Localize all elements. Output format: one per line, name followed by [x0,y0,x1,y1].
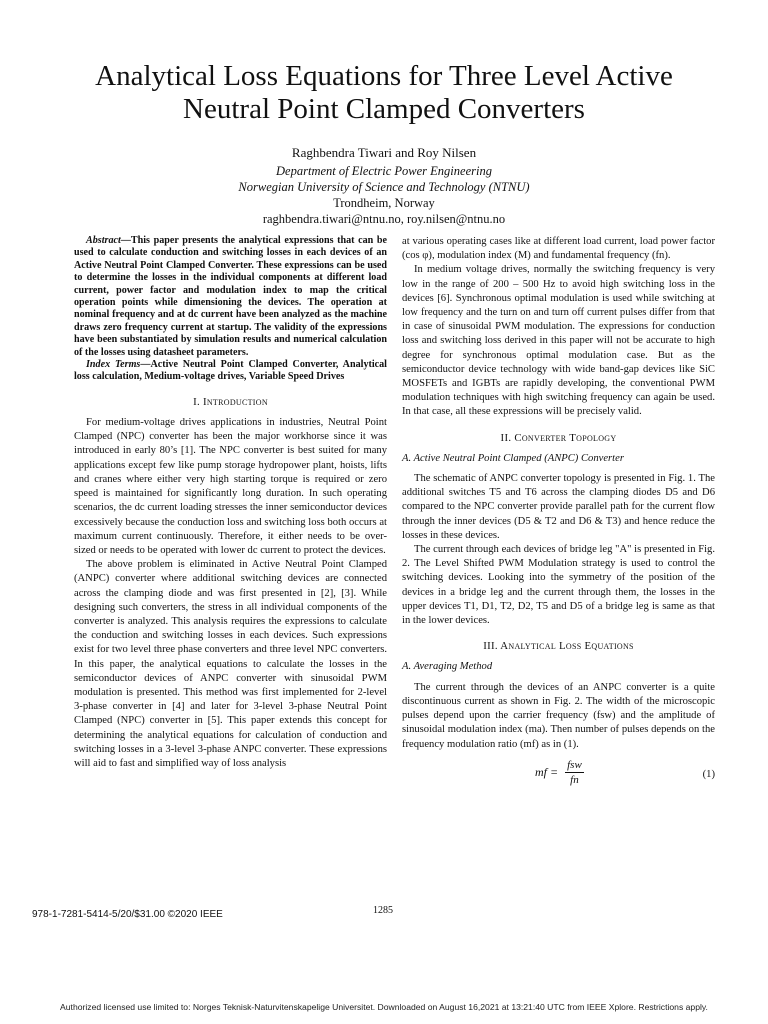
section-heading-analytical-loss: III. Analytical Loss Equations [483,640,634,653]
index-terms-paragraph [74,359,387,384]
section-heading-introduction: I. Introduction [193,395,268,408]
equation-1 [402,758,715,792]
equation-1-denominator: fn [570,773,579,786]
author-location: Trondheim, Norway [333,196,435,210]
index-terms-text: —Active Neutral Point Clamped Converter, Analytical loss calculation, Medium-voltage drives, Variable Speed Drives [74,359,387,383]
subsection-heading-anpc: A. Active Neutral Point Clamped (ANPC) Converter [402,452,624,464]
index-terms-label: Index Terms [86,359,141,371]
footer-page-number: 1285 [373,905,393,916]
left-column [74,235,387,771]
author-block [60,145,708,227]
intro-paragraph-3: In medium voltage drives, normally the switching frequency is very low in the range of 200 – 500 Hz to avoid high switching loss in the devices [6]. Synchronous optimal modulation is used while switching at low frequency and the turn on and turn off current pulses differ from that in case of sinusoidal PWM modulation. The expressions for conduction loss and switching loss derived in this paper will not be accurate to high degree for synchronous optimal modulation case. But as the semiconductor device technology with wide band-gap devices like SiC MOSFETs and IGBTs are rapidly developing, the conventional PWM modulation techniques with high switching frequency can again be used. In that case, all these expressions will be precisely valid. [402,264,715,418]
paper-title-line-1: Analytical Loss Equations for Three Level Active [95,60,673,92]
author-names: Raghbendra Tiwari and Roy Nilsen [291,145,477,160]
equation-1-numerator: fsw [565,758,584,773]
footer-isbn: 978-1-7281-5414-5/20/$31.00 ©2020 IEEE [32,909,223,920]
intro-paragraph-2: The above problem is eliminated in Active Neutral Point Clamped (ANPC) converter where additional switching devices are connected across the clamping diode and was first presented in [2], [3]. While designing such converters, the stress in all individual components of the converter is analyzed. This analysis requires the expressions to calculate the conduction and switching losses in each devices. Such expressions exist for two level three phase converters and three level NPC converters. In this paper, the analytical equations to calculate the losses in the semiconductor devices of ANPC converter with sinusoidal PWM modulation is presented. This method was first implemented for 2-level 3-phase converter in [4] and later for 3-level 3-phase Neutral Point Clamped (NPC) converter in [5]. This paper extends this concept for determining the analytical equations for calculation of conduction and switching losses in a 3-level 3-phase ANPC converter. These expressions will aid to fast and simplified way of loss analysis [74,559,387,769]
equation-1-lhs: mf = [535,765,559,780]
author-emails: raghbendra.tiwari@ntnu.no, roy.nilsen@ntnu.no [262,212,506,226]
topology-paragraph-1: The schematic of ANPC converter topology is presented in Fig. 1. The additional switches T5 and T6 across the clamping diodes D5 and D6 compared to the NPC converter provide parallel path for the current flow through the inner devices (D5 & T2 and D6 & T3) and hence reduce the losses in these devices. [402,473,715,541]
abstract-label: Abstract [86,235,121,246]
subsection-heading-averaging: A. Averaging Method [402,661,493,673]
author-department: Department of Electric Power Engineering [276,164,492,178]
topology-paragraph-2: The current through each devices of bridge leg "A" is presented in Fig. 2. The Level Shifted PWM Modulation strategy is used to control the switching devices. Looking into the symmetry of the position of the devices in a bridge leg and the current through them, the losses in the upper devices T1, D1, T2, D2, T5 and D5 of a bridge leg is same as that in the lower devices. [402,544,715,627]
equation-1-number: (1) [702,768,715,780]
intro-paragraph-1: For medium-voltage drives applications in industries, Neutral Point Clamped (NPC) converter has been the major workhorse since it was introduced in early 80’s [1]. The NPC converter is best suited for many applications except few like pump storage hydropower plant, hoists, lifts and cranes where either very high starting torque is required or zero speed is maintained for significantly long duration. In such operating scenarios, the dc current loading stresses the inner semiconductor devices excessively because the conduction loss and switching loss both occurs at maximum current continuously. Therefore, it either needs to be over-sized or needs to be operated with lower dc current to protect the devices. [74,417,387,556]
averaging-paragraph-1: The current through the devices of an ANPC converter is a quite discontinuous current as shown in Fig. 2. The width of the microscopic pulses depend upon the carrier frequency (fsw) and the amplitude of sinusoidal modulation index (ma). Then number of pulses depends on the frequency modulation ratio (mf) as in (1). [402,681,715,750]
intro-continuation-paragraph: at various operating cases like at different load current, load power factor (cos φ), modulation index (M) and fundamental frequency (fn). [402,236,715,262]
paper-title-line-2: Neutral Point Clamped Converters [183,93,585,125]
abstract-text: —This paper presents the analytical expressions that can be used to calculate conduction and switching losses in each devices of an Active Neutral Point Clamped Converter. These expressions can be used to determine the losses in the individual components at different load current, power factor and modulation index to map the critical operation points while dimensioning the devices. The operation at nominal frequency and at dc current have been analyzed as the machine draws zero frequency current at startup. The validity of the expressions have been substantiated by simulation results and numerical calculation of the losses using datasheet parameters. [74,235,387,358]
section-heading-converter-topology: II. Converter Topology [500,431,617,444]
paper-title [60,60,708,126]
abstract-paragraph [74,235,387,359]
right-column [402,235,715,792]
license-banner: Authorized licensed use limited to: Norges Teknisk-Naturvitenskapelige Universitet. Downloaded on August 16,2021 at 13:21:40 UTC from IEEE Xplore. Restrictions apply. [60,1002,708,1012]
author-university: Norwegian University of Science and Technology (NTNU) [238,180,530,194]
